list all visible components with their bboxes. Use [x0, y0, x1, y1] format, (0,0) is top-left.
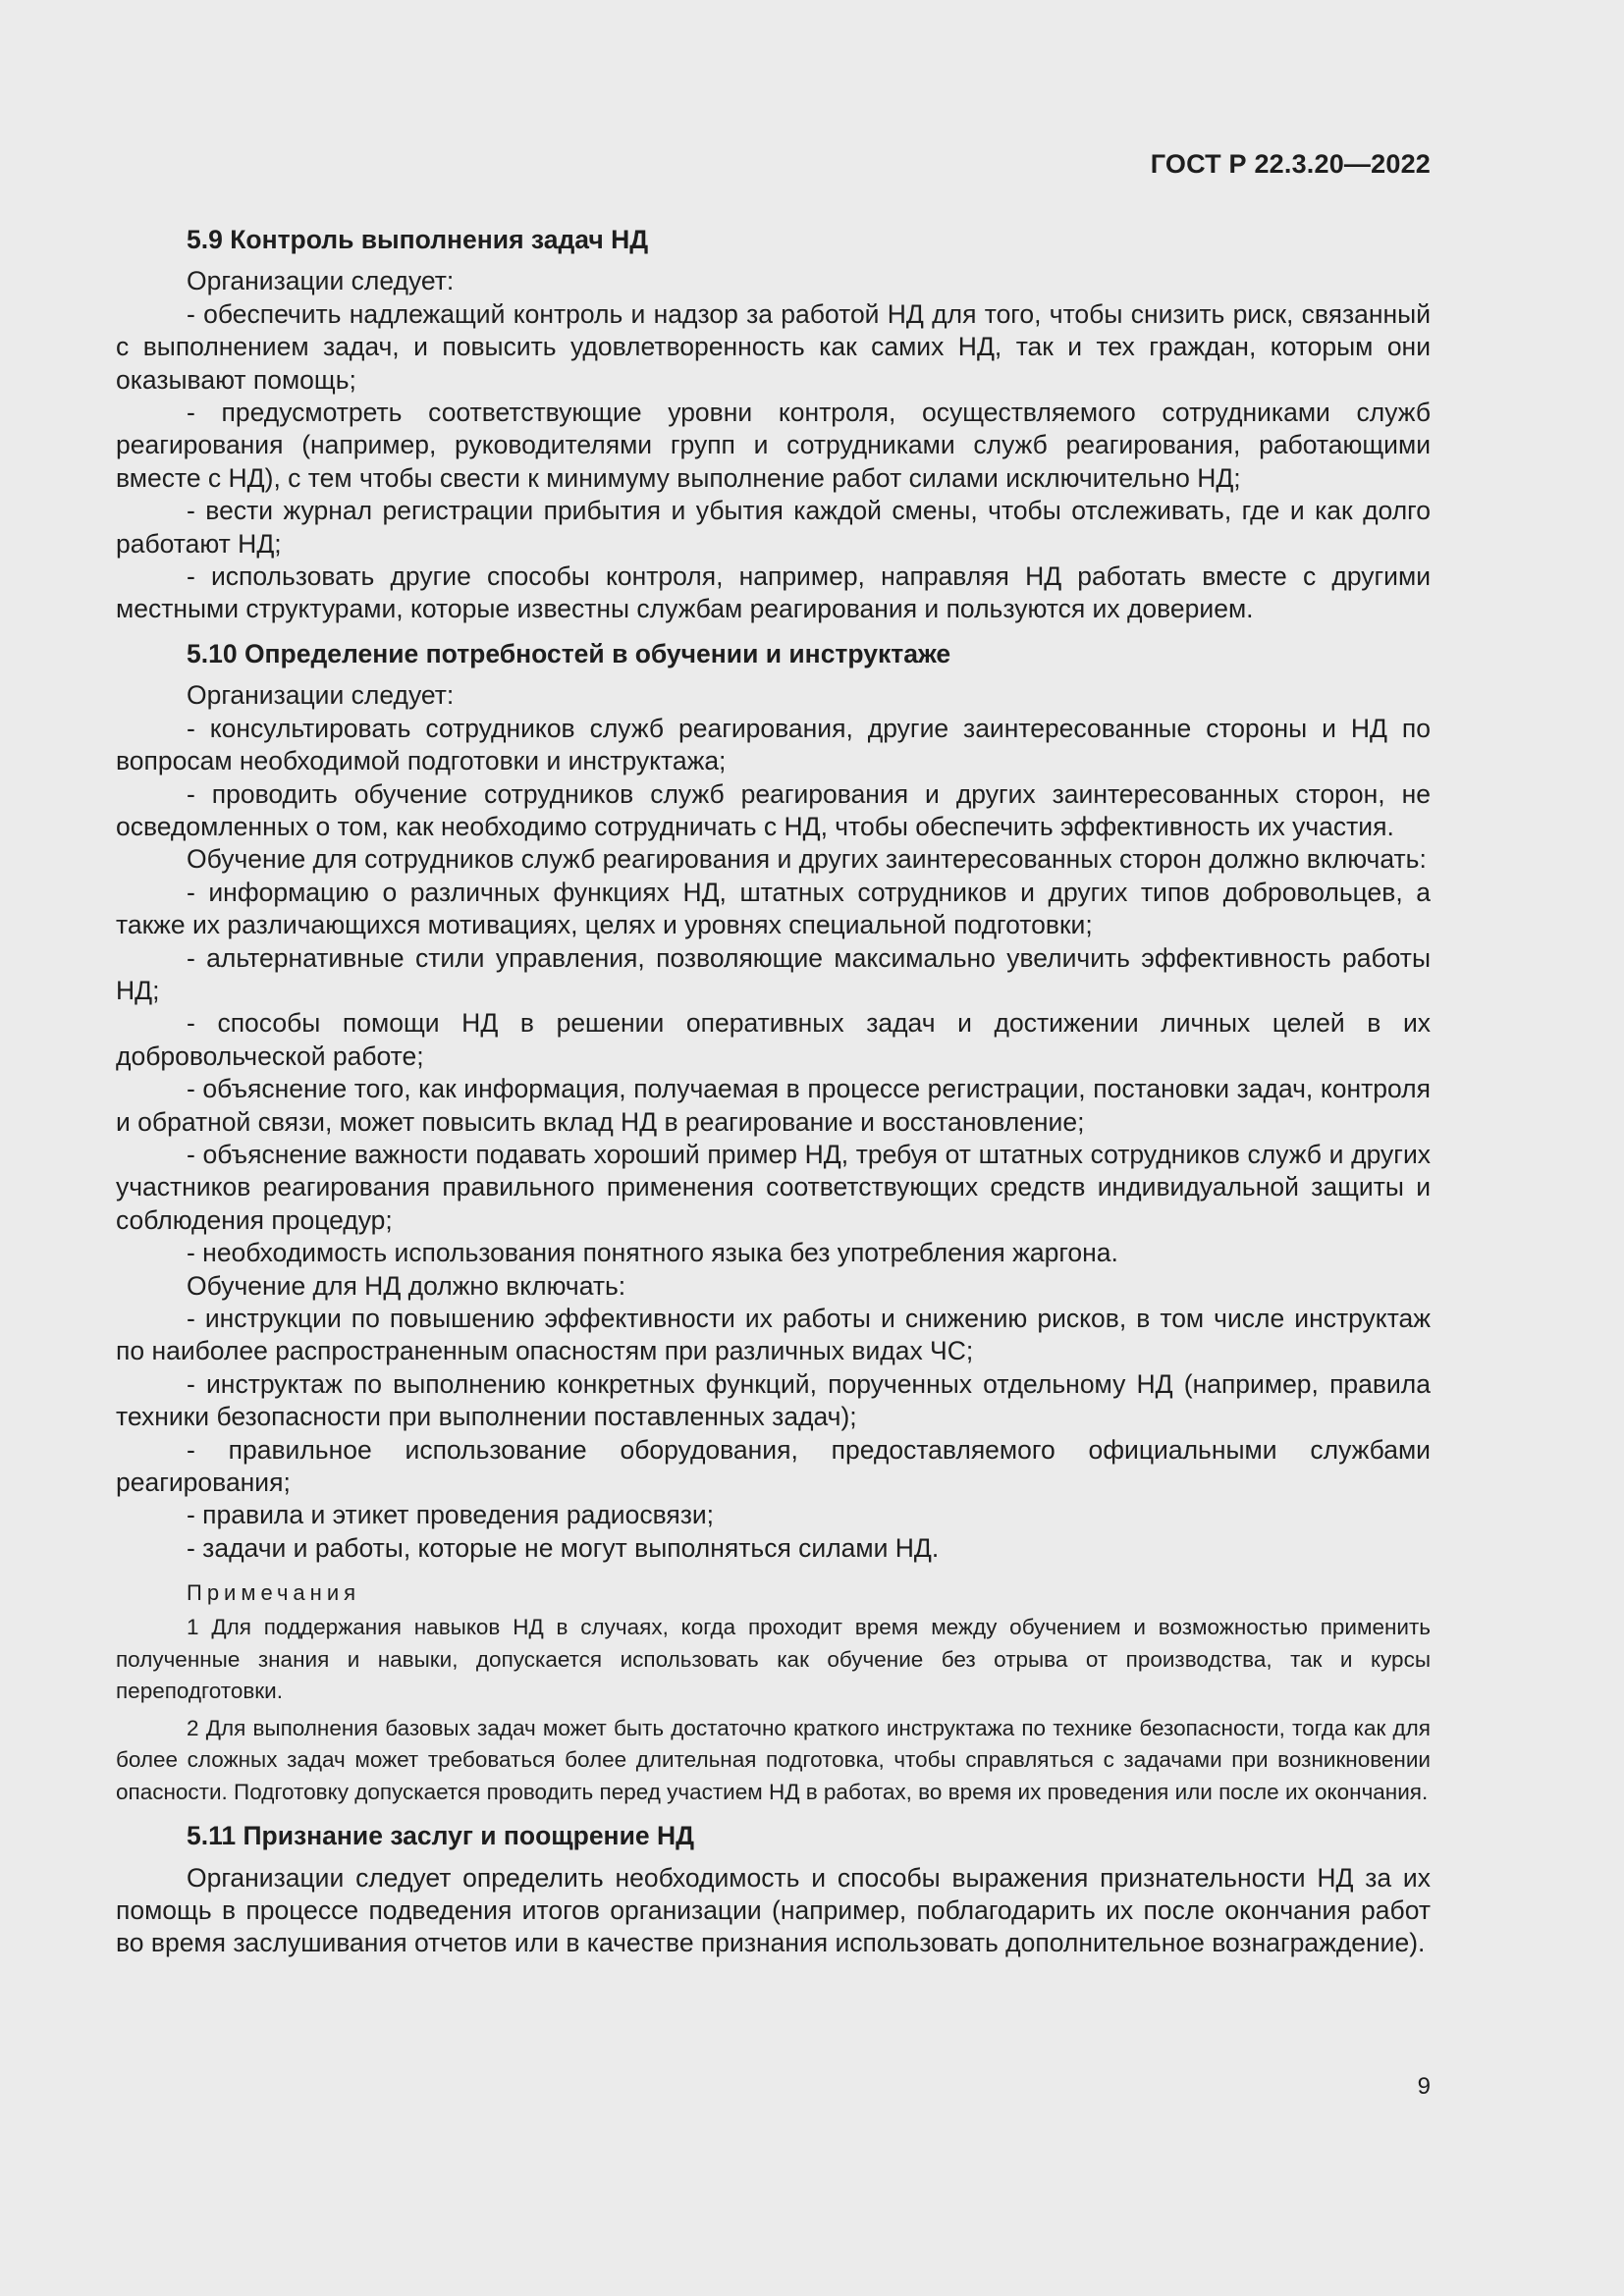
list-item: - консультировать сотрудников служб реагирования, другие заинтересованные стороны и НД по вопросам необходимой подготовки и инструктажа;: [116, 713, 1431, 776]
document-code: ГОСТ Р 22.3.20—2022: [1150, 149, 1431, 179]
note-item: 2 Для выполнения базовых задач может быть достаточно краткого инструктажа по технике безопасности, тогда как для более сложных задач может требоваться более длительная подготовка, чтобы справляться с задачами при возникновении опасности. Подготовку допускается проводить перед участием НД в работах, во время их проведения или после их окончания.: [116, 1715, 1431, 1804]
section-title-5-10: 5.10 Определение потребностей в обучении и инструктаже: [187, 638, 951, 668]
document-body: [116, 224, 1431, 1960]
paragraph: Обучение для сотрудников служб реагирования и других заинтересованных сторон должно включать:: [187, 844, 1427, 875]
list-item: - инструктаж по выполнению конкретных функций, порученных отдельному НД (например, правила техники безопасности при выполнении поставленных задач);: [116, 1368, 1431, 1432]
list-item: - правильное использование оборудования, предоставляемого официальными службами реагирования;: [116, 1434, 1431, 1498]
list-item: - информацию о различных функциях НД, штатных сотрудников и других типов добровольцев, а также их различающихся мотивациях, целях и уровнях специальной подготовки;: [116, 877, 1431, 940]
section-title-5-11: 5.11 Признание заслуг и поощрение НД: [187, 1821, 694, 1851]
list-item: - предусмотреть соответствующие уровни контроля, осуществляемого сотрудниками служб реагирования (например, руководителями групп и сотрудниками служб реагирования, работающими вместе с НД), с тем чтобы свести к минимуму выполнение работ силами исключительно НД;: [116, 398, 1431, 493]
list-item: - способы помощи НД в решении оперативных задач и достижении личных целей в их добровольческой работе;: [116, 1008, 1431, 1071]
notes-title: Примечания: [187, 1580, 361, 1606]
list-item: - правила и этикет проведения радиосвязи;: [187, 1500, 715, 1530]
list-item: - объяснение важности подавать хороший пример НД, требуя от штатных сотрудников служб и других участников реагирования правильного применения соответствующих средств индивидуальной защиты и соблюдения процедур;: [116, 1139, 1431, 1235]
list-item: - использовать другие способы контроля, например, направляя НД работать вместе с другими местными структурами, которые известны службам реагирования и пользуются их доверием.: [116, 561, 1431, 624]
list-item: - необходимость использования понятного языка без употребления жаргона.: [187, 1238, 1118, 1268]
list-item: - обеспечить надлежащий контроль и надзор за работой НД для того, чтобы снизить риск, связанный с выполнением задач, и повысить удовлетворенность как самих НД, так и тех граждан, которым они оказывают помощь;: [116, 298, 1431, 395]
paragraph: Обучение для НД должно включать:: [187, 1270, 626, 1301]
list-item: - инструкции по повышению эффективности их работы и снижению рисков, в том числе инструктаж по наиболее распространенным опасностям при различных видах ЧС;: [116, 1304, 1431, 1366]
list-item: - альтернативные стили управления, позволяющие максимально увеличить эффективность работы НД;: [116, 942, 1431, 1005]
page-number: 9: [1417, 2073, 1431, 2100]
list-item: - вести журнал регистрации прибытия и убытия каждой смены, чтобы отслеживать, где и как долго работают НД;: [116, 496, 1431, 559]
list-item: - задачи и работы, которые не могут выполняться силами НД.: [187, 1532, 940, 1563]
paragraph: Организации следует:: [187, 680, 455, 711]
section-title-5-9: 5.9 Контроль выполнения задач НД: [187, 225, 649, 254]
list-item: - проводить обучение сотрудников служб реагирования и других заинтересованных сторон, не осведомленных о том, как необходимо сотрудничать с НД, чтобы обеспечить эффективность их участия.: [116, 778, 1431, 841]
paragraph: Организации следует определить необходимость и способы выражения признательности НД за их помощь в процессе подведения итогов организации (например, поблагодарить их после окончания работ во время заслушивания отчетов или в качестве признания использовать дополнительное вознаграждение).: [116, 1862, 1431, 1958]
paragraph: Организации следует:: [187, 266, 455, 296]
list-item: - объяснение того, как информация, получаемая в процессе регистрации, постановки задач, контроля и обратной связи, может повысить вклад НД в реагирование и восстановление;: [116, 1074, 1431, 1137]
note-item: 1 Для поддержания навыков НД в случаях, когда проходит время между обучением и возможностью применить полученные знания и навыки, допускается использовать как обучение без отрыва от производства, так и курсы переподготовки.: [116, 1615, 1431, 1704]
